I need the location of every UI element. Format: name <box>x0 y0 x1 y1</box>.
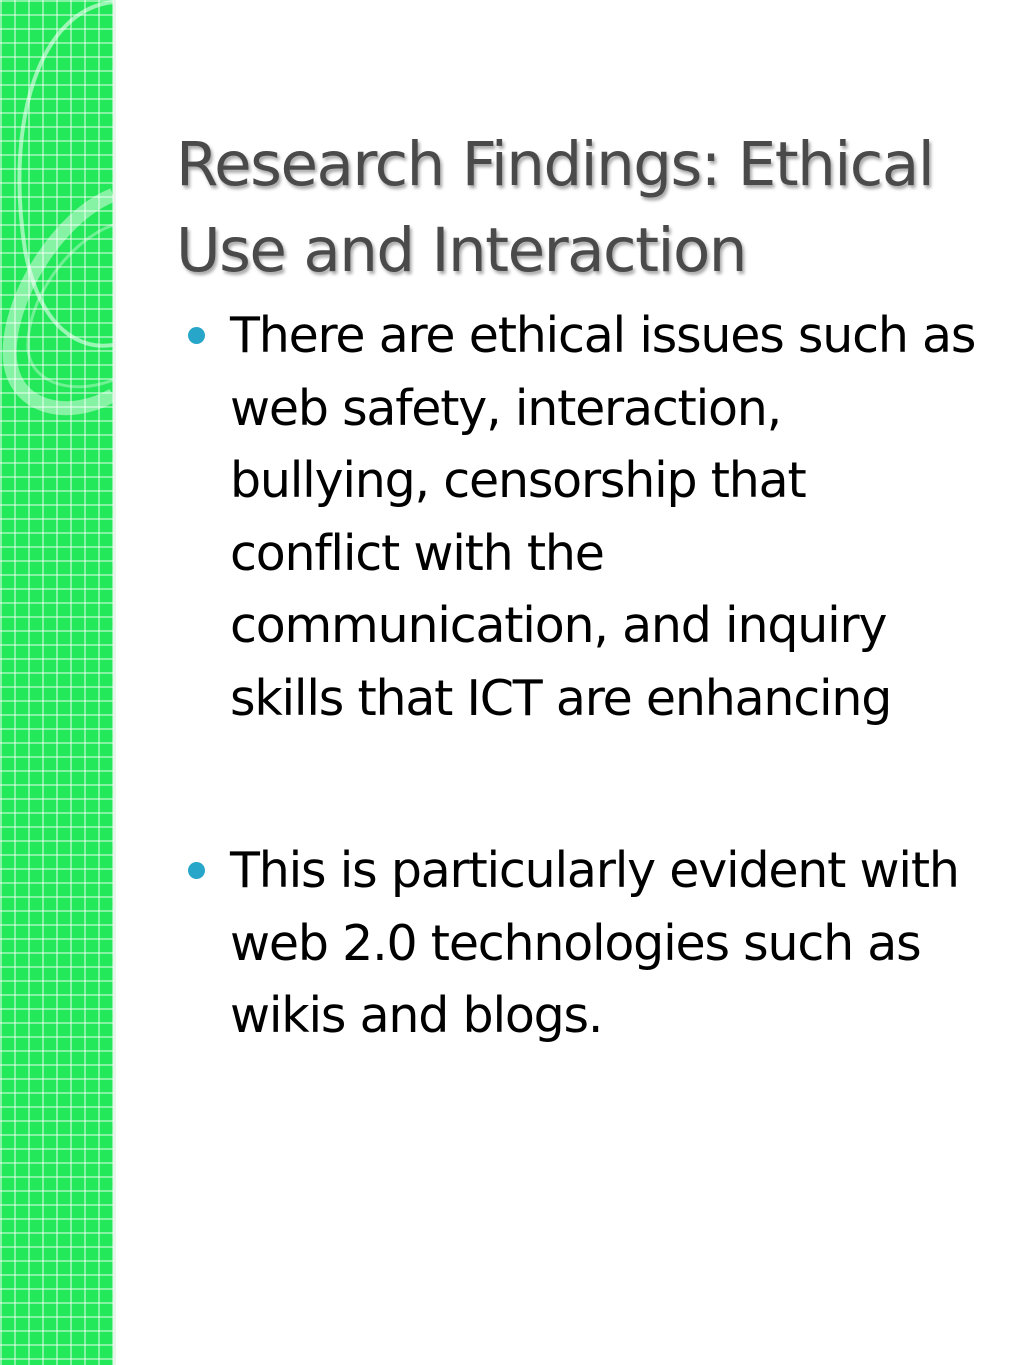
slide-title: Research Findings: Ethical Use and Interaction <box>176 129 934 286</box>
bullet-text: This is particularly evident with web 2.0 technologies such as wikis and blogs. <box>230 842 959 1044</box>
bullet-list <box>188 300 978 1053</box>
bullet-text: There are ethical issues such as web safety, interaction, bullying, censorship that conflict with the communication, and inquiry skills that ICT are enhancing <box>230 307 976 727</box>
bullet-dot-icon <box>188 327 205 344</box>
decorative-swirl-icon <box>0 0 113 1365</box>
side-panel-border <box>113 0 116 1365</box>
bullet-item <box>188 835 978 1053</box>
side-panel-decoration <box>0 0 113 1365</box>
bullet-item <box>188 300 978 735</box>
bullet-dot-icon <box>188 862 205 879</box>
